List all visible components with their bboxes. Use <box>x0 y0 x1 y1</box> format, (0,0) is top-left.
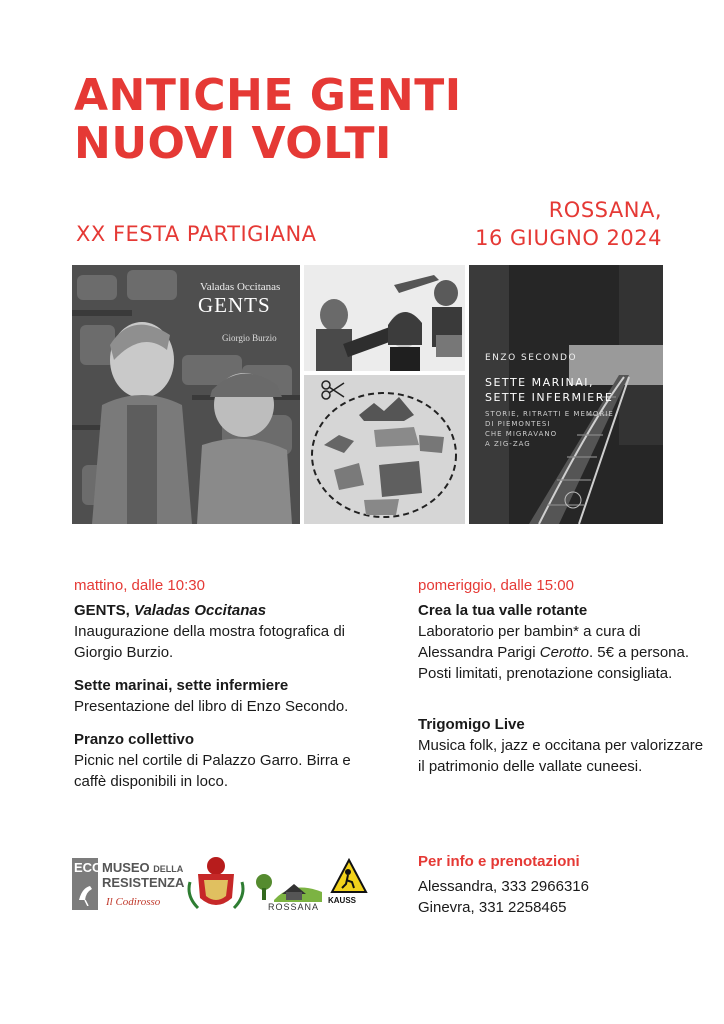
event-gents <box>74 600 364 663</box>
event-workshop-body-italic: Cerotto <box>539 644 589 661</box>
place-line: ROSSANA, <box>548 198 662 222</box>
event-book-title: Sette marinai, sette infermiere <box>74 677 289 694</box>
date-line: 16 GIUGNO 2024 <box>475 226 662 250</box>
afternoon-program <box>418 577 708 789</box>
book-author-label: ENZO SECONDO <box>485 353 578 363</box>
book-subtitle-line-1: STORIE, RITRATTI E MEMORIE <box>485 410 614 418</box>
valley-craft-photo <box>304 375 465 524</box>
event-workshop-body-a: Laboratorio per bambin* a cura di Alessandra Parigi <box>418 623 641 661</box>
sette-marinai-cover-photo <box>469 265 663 524</box>
ecomuseo-museo-word: MUSEO <box>102 860 150 875</box>
event-gents-body: Inaugurazione della mostra fotografica di Giorgio Burzio. <box>74 623 345 661</box>
musicians-image <box>304 265 465 371</box>
bird-icon <box>76 880 94 906</box>
info-title: Per info e prenotazioni <box>418 853 580 870</box>
info-block <box>418 853 708 918</box>
event-workshop <box>418 600 708 684</box>
ecomuseo-della-word: DELLA <box>153 864 184 874</box>
ecomuseo-museo-text <box>102 860 183 875</box>
book-subtitle <box>485 409 614 449</box>
book-subtitle-line-2: DI PIEMONTESI <box>485 420 551 428</box>
event-book-body: Presentazione del libro di Enzo Secondo. <box>74 698 349 715</box>
event-book <box>74 675 364 717</box>
event-gents-title-italic: Valadas Occitanas <box>134 602 267 619</box>
gents-series-label: Valadas Occitanas <box>200 281 281 293</box>
ecomuseo-eco-text: ECO <box>74 860 103 875</box>
event-gents-title <box>74 600 364 621</box>
event-workshop-title: Crea la tua valle rotante <box>418 602 588 619</box>
coat-of-arms-icon <box>184 852 248 918</box>
band-photo <box>304 265 465 371</box>
afternoon-time: pomeriggio, dalle 15:00 <box>418 577 574 594</box>
gents-cover-photo <box>72 265 300 524</box>
event-gents-title-main: GENTS, <box>74 602 135 619</box>
sponsor-logos <box>72 850 372 918</box>
title-line-1: ANTICHE GENTI <box>74 70 462 121</box>
kauss-logo-icon <box>330 858 368 896</box>
kauss-logo-text: KAUSS <box>328 896 357 905</box>
gents-author-label: Giorgio Burzio <box>222 333 277 343</box>
book-title-label <box>485 375 613 405</box>
ecomuseo-codirosso-text: Il Codirosso <box>106 896 161 908</box>
morning-time: mattino, dalle 10:30 <box>74 577 205 594</box>
book-title-line-1: SETTE MARINAI, <box>485 376 595 389</box>
title-line-2: NUOVI VOLTI <box>74 118 392 169</box>
morning-program <box>74 577 364 804</box>
book-subtitle-line-3: CHE MIGRAVANO <box>485 430 558 438</box>
event-workshop-body <box>418 621 708 684</box>
book-subtitle-line-4: A ZIG-ZAG <box>485 440 531 448</box>
event-concert-title: Trigomigo Live <box>418 716 525 733</box>
event-lunch <box>74 729 364 792</box>
place-date <box>475 196 662 252</box>
ecomuseo-logo <box>72 858 185 910</box>
rossana-logo-text: ROSSANA <box>268 902 320 912</box>
gents-title-label: GENTS <box>198 293 271 317</box>
event-concert <box>418 714 708 777</box>
contact-alessandra: Alessandra, 333 2966316 <box>418 878 589 895</box>
contact-ginevra: Ginevra, 331 2258465 <box>418 899 567 916</box>
event-lunch-body: Picnic nel cortile di Palazzo Garro. Birra e caffè disponibili in loco. <box>74 752 351 790</box>
festa-label: XX FESTA PARTIGIANA <box>76 222 317 246</box>
book-title-line-2: SETTE INFERMIERE <box>485 391 614 404</box>
event-concert-body: Musica folk, jazz e occitana per valorizzare il patrimonio delle vallate cuneesi. <box>418 737 704 775</box>
event-lunch-title: Pranzo collettivo <box>74 731 195 748</box>
ecomuseo-resistenza-text: RESISTENZA <box>102 875 185 890</box>
event-workshop-body-b: . 5€ a persona. Posti limitati, prenotazione consigliata. <box>418 644 690 682</box>
rotating-valley-image <box>304 375 465 524</box>
poster-title <box>74 72 462 168</box>
